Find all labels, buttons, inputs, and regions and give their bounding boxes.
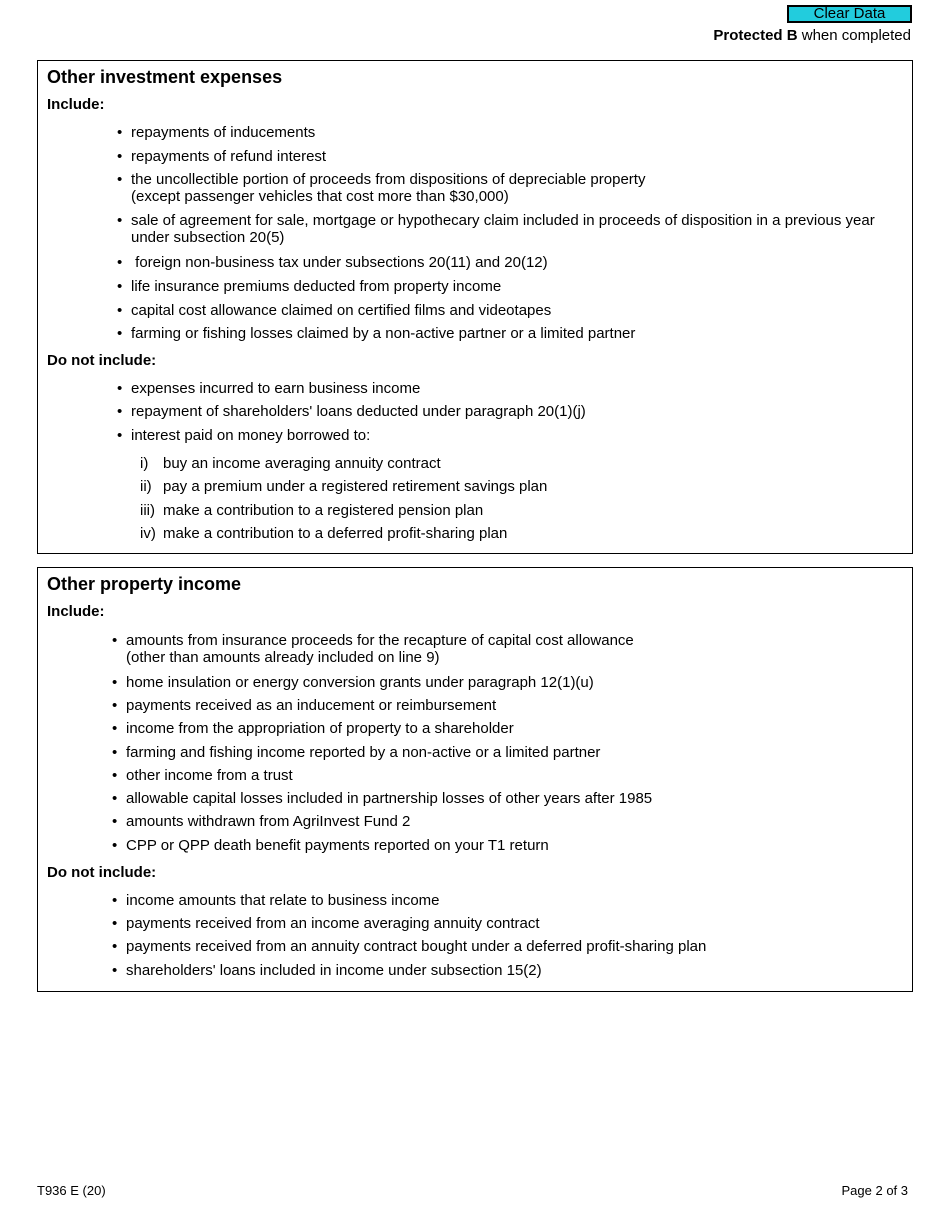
protected-level: Protected B <box>713 27 798 44</box>
list-item: • payments received from an income averaging annuity contract <box>112 915 540 932</box>
list-item: • sale of agreement for sale, mortgage or hypothecary claim included in proceeds of disposition in a previous year under subsection 20(5) <box>117 212 875 246</box>
list-item: • the uncollectible portion of proceeds from dispositions of depreciable property (except passenger vehicles that cost more than $30,000) <box>117 171 646 205</box>
other-property-income-box <box>37 567 913 992</box>
form-code: T936 E (20) <box>37 1183 106 1198</box>
list-item: • repayments of refund interest <box>117 148 327 165</box>
sub-list-item: iii) make a contribution to a registered pension plan <box>140 502 484 519</box>
list-item: • life insurance premiums deducted from property income <box>117 278 502 295</box>
list-item: • expenses incurred to earn business income <box>117 380 421 397</box>
list-item: • amounts from insurance proceeds for the recapture of capital cost allowance (other than amounts already included on line 9) <box>112 632 634 666</box>
list-item: • foreign non-business tax under subsections 20(11) and 20(12) <box>117 254 548 271</box>
list-item: • amounts withdrawn from AgriInvest Fund 2 <box>112 813 411 830</box>
list-item: • repayment of shareholders' loans deducted under paragraph 20(1)(j) <box>117 403 586 420</box>
page-number: Page 2 of 3 <box>841 1183 908 1198</box>
protected-suffix: when completed <box>797 27 911 44</box>
list-item: • capital cost allowance claimed on certified films and videotapes <box>117 302 552 319</box>
list-item: • allowable capital losses included in partnership losses of other years after 1985 <box>112 790 653 807</box>
section-title: Other investment expenses <box>47 67 283 87</box>
sub-list-item: ii) pay a premium under a registered retirement savings plan <box>140 478 548 495</box>
list-item: • interest paid on money borrowed to: <box>117 427 371 444</box>
list-item: • payments received from an annuity contract bought under a deferred profit-sharing plan <box>112 938 707 955</box>
sub-list-item: iv) make a contribution to a deferred profit-sharing plan <box>140 525 508 542</box>
list-item: • home insulation or energy conversion grants under paragraph 12(1)(u) <box>112 674 594 691</box>
sub-list-item: i) buy an income averaging annuity contract <box>140 455 441 472</box>
section-title: Other property income <box>47 574 242 594</box>
list-item: • CPP or QPP death benefit payments reported on your T1 return <box>112 837 549 854</box>
list-item: • farming or fishing losses claimed by a non-active partner or a limited partner <box>117 325 636 342</box>
protected-notice <box>713 27 911 44</box>
clear-data-button[interactable]: Clear Data <box>787 5 912 23</box>
list-item: • payments received as an inducement or reimbursement <box>112 697 497 714</box>
list-item: • repayments of inducements <box>117 124 316 141</box>
list-item: • other income from a trust <box>112 767 293 784</box>
list-item: • income from the appropriation of property to a shareholder <box>112 720 514 737</box>
include-label: Include: <box>47 603 105 620</box>
exclude-label: Do not include: <box>47 352 157 369</box>
include-label: Include: <box>47 96 105 113</box>
exclude-label: Do not include: <box>47 864 157 881</box>
list-item: • farming and fishing income reported by a non-active or a limited partner <box>112 744 601 761</box>
list-item: • income amounts that relate to business income <box>112 892 440 909</box>
list-item: • shareholders' loans included in income under subsection 15(2) <box>112 962 542 979</box>
other-investment-expenses-box <box>37 60 913 554</box>
